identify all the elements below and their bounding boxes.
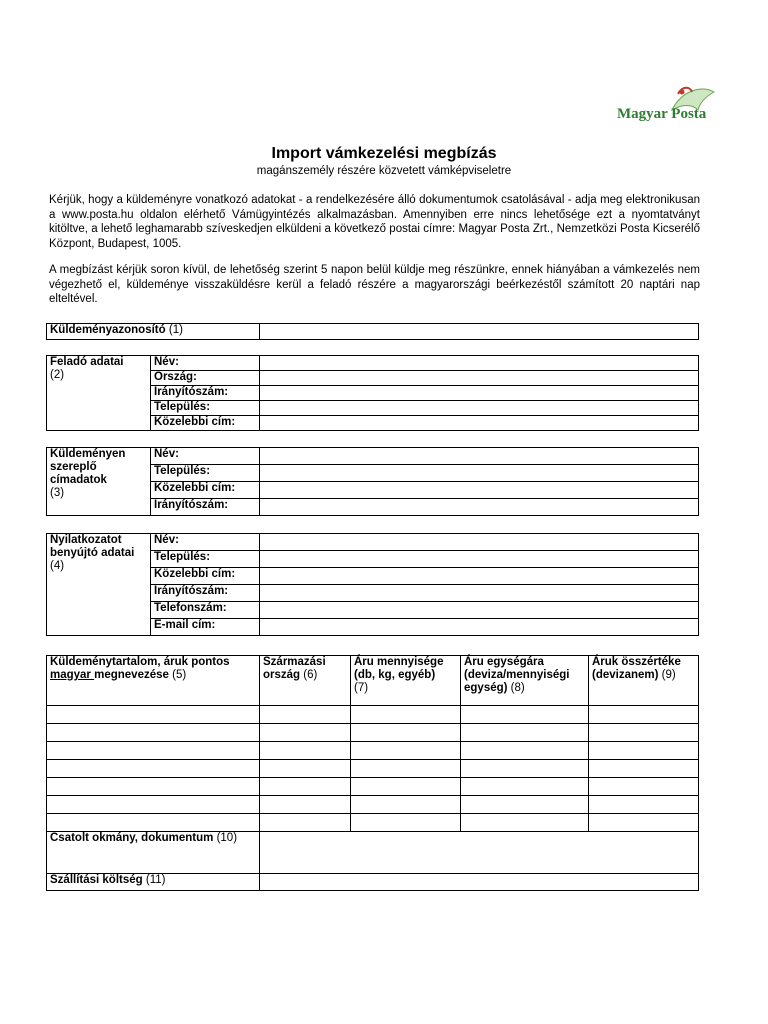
goods-col-description: Küldeménytartalom, áruk pontos magyar megnevezése (5) [47, 656, 260, 706]
goods-cell[interactable] [461, 760, 589, 778]
declarant-street-input[interactable] [260, 568, 699, 585]
goods-cell[interactable] [351, 814, 461, 832]
declarant-field-label: Település: [151, 551, 260, 568]
goods-cell[interactable] [47, 742, 260, 760]
goods-cell[interactable] [47, 796, 260, 814]
goods-cell[interactable] [47, 760, 260, 778]
sender-label: Feladó adatai (2) [47, 356, 151, 431]
goods-row [47, 724, 699, 742]
goods-cell[interactable] [47, 706, 260, 724]
goods-row [47, 814, 699, 832]
goods-col-origin: Származási ország (6) [260, 656, 351, 706]
magyar-posta-logo [612, 80, 722, 130]
sender-country-input[interactable] [260, 371, 699, 386]
address-city-input[interactable] [260, 465, 699, 482]
goods-cell[interactable] [351, 742, 461, 760]
goods-cell[interactable] [351, 724, 461, 742]
goods-cell[interactable] [260, 742, 351, 760]
goods-cell[interactable] [589, 814, 699, 832]
declarant-city-input[interactable] [260, 551, 699, 568]
declarant-phone-input[interactable] [260, 602, 699, 619]
goods-cell[interactable] [351, 778, 461, 796]
goods-cell[interactable] [461, 742, 589, 760]
shipment-id-label: Küldeményazonosító (1) [47, 324, 260, 340]
address-field-label: Név: [151, 448, 260, 465]
goods-cell[interactable] [589, 706, 699, 724]
goods-cell[interactable] [461, 706, 589, 724]
sender-field-label: Név: [151, 356, 260, 371]
intro-paragraph-2: A megbízást kérjük soron kívül, de lehetőség szerint 5 napon belül küldje meg részünkre, ennek hiányában a vámkezelés nem végezhető el, küldeménye visszaküldésre kerül a feladó részére a magyarországi beérkezéstől számított 20 naptári nap elteltével. [49, 264, 700, 305]
declarant-name-input[interactable] [260, 534, 699, 551]
address-field-label: Település: [151, 465, 260, 482]
goods-col-quantity: Áru mennyisége (db, kg, egyéb) (7) [351, 656, 461, 706]
declarant-field-label: Közelebbi cím: [151, 568, 260, 585]
sender-field-label: Közelebbi cím: [151, 416, 260, 431]
goods-row [47, 742, 699, 760]
goods-cell[interactable] [47, 814, 260, 832]
shipping-cost-input[interactable] [260, 874, 699, 891]
goods-cell[interactable] [461, 814, 589, 832]
page-title: Import vámkezelési megbízás [271, 145, 497, 162]
logo-text: Magyar Posta [617, 106, 707, 122]
sender-zip-input[interactable] [260, 386, 699, 401]
goods-cell[interactable] [351, 760, 461, 778]
address-zip-input[interactable] [260, 499, 699, 516]
shipment-address-table [46, 447, 699, 516]
shipment-address-label: Küldeményen szereplő címadatok (3) [47, 448, 151, 516]
goods-row [47, 760, 699, 778]
attachments-input[interactable] [260, 832, 699, 874]
goods-cell[interactable] [351, 796, 461, 814]
goods-cell[interactable] [351, 706, 461, 724]
address-street-input[interactable] [260, 482, 699, 499]
address-field-label: Közelebbi cím: [151, 482, 260, 499]
goods-row [47, 706, 699, 724]
sender-field-label: Település: [151, 401, 260, 416]
goods-col-total-value: Áruk összértéke (devizanem) (9) [589, 656, 699, 706]
goods-cell[interactable] [589, 778, 699, 796]
goods-cell[interactable] [260, 814, 351, 832]
declarant-field-label: Telefonszám: [151, 602, 260, 619]
page-subtitle: magánszemély részére közvetett vámképviseletre [256, 165, 512, 177]
goods-cell[interactable] [589, 742, 699, 760]
goods-cell[interactable] [589, 760, 699, 778]
goods-cell[interactable] [461, 724, 589, 742]
address-name-input[interactable] [260, 448, 699, 465]
shipment-id-input[interactable] [260, 324, 699, 340]
declarant-label: Nyilatkozatot benyújtó adatai (4) [47, 534, 151, 636]
shipment-id-table [46, 323, 699, 340]
goods-col-unit-price: Áru egységára (deviza/mennyiségi egység) (8) [461, 656, 589, 706]
goods-row [47, 796, 699, 814]
goods-cell[interactable] [260, 796, 351, 814]
declarant-field-label: Név: [151, 534, 260, 551]
goods-cell[interactable] [461, 778, 589, 796]
goods-cell[interactable] [260, 706, 351, 724]
declarant-email-input[interactable] [260, 619, 699, 636]
goods-cell[interactable] [461, 796, 589, 814]
goods-cell[interactable] [260, 760, 351, 778]
goods-cell[interactable] [589, 796, 699, 814]
sender-field-label: Ország: [151, 371, 260, 386]
goods-row [47, 778, 699, 796]
sender-city-input[interactable] [260, 401, 699, 416]
sender-address-input[interactable] [260, 416, 699, 431]
goods-cell[interactable] [589, 724, 699, 742]
intro-paragraph-1: Kérjük, hogy a küldeményre vonatkozó adatokat - a rendelkezésére álló dokumentumok csatolásával - adja meg elektronikusan a www.posta.hu oldalon elérhető Vámügyintézés alkalmazásban. Amennyiben erre nincs lehetősége ezt a nyomtatványt kitöltve, a lehető leghamarabb szíveskedjen elküldeni a következő postai címre: Magyar Posta Zrt., Nemzetközi Posta Kicserélő Központ, Budapest, 1005. [49, 194, 700, 250]
sender-field-label: Irányítószám: [151, 386, 260, 401]
goods-cell[interactable] [47, 778, 260, 796]
declarant-table [46, 533, 699, 636]
goods-table [46, 655, 699, 891]
goods-cell[interactable] [47, 724, 260, 742]
declarant-field-label: Irányítószám: [151, 585, 260, 602]
goods-cell[interactable] [260, 724, 351, 742]
declarant-zip-input[interactable] [260, 585, 699, 602]
sender-table [46, 355, 699, 431]
attachments-label: Csatolt okmány, dokumentum (10) [47, 832, 260, 874]
declarant-field-label: E-mail cím: [151, 619, 260, 636]
sender-name-input[interactable] [260, 356, 699, 371]
address-field-label: Irányítószám: [151, 499, 260, 516]
shipping-cost-label: Szállítási költség (11) [47, 874, 260, 891]
goods-cell[interactable] [260, 778, 351, 796]
